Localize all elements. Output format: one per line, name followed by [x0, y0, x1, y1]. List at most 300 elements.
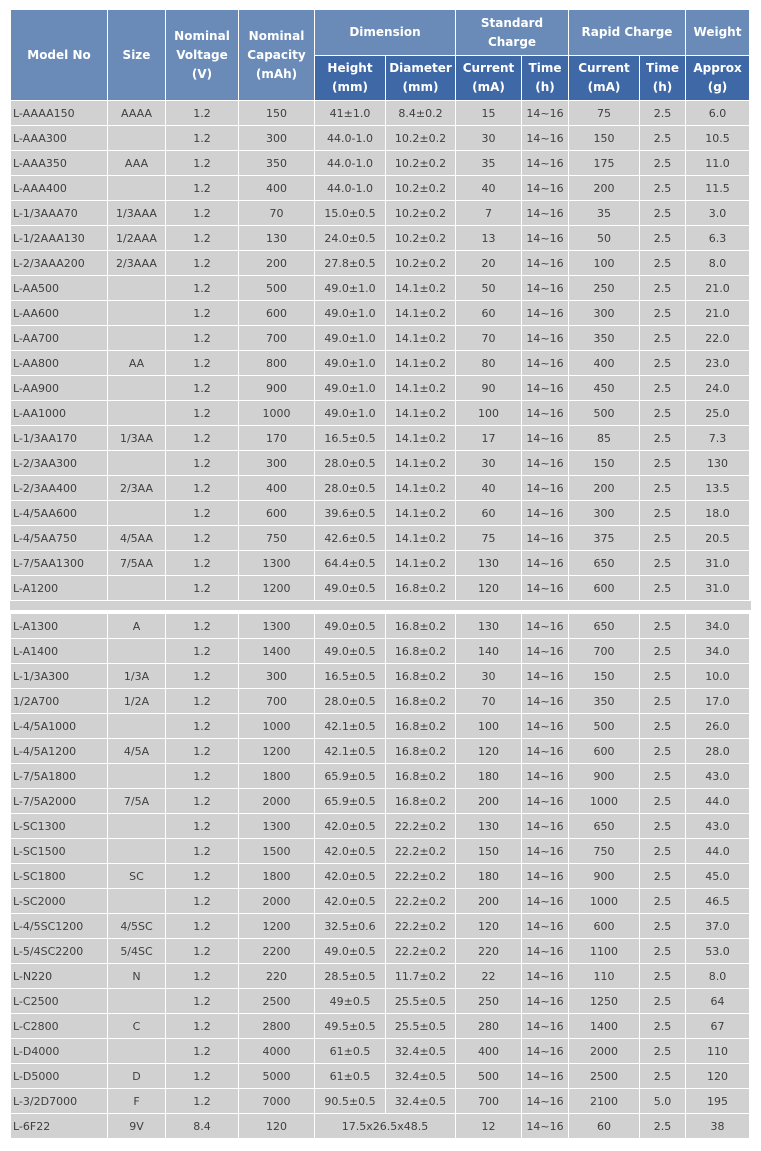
model-no-cell: 1/2A700: [11, 689, 107, 713]
rapid-current-cell: 350: [569, 689, 639, 713]
std-current-cell: 70: [456, 326, 521, 350]
diameter-cell: 22.2±0.2: [386, 914, 455, 938]
std-current-cell: 150: [456, 839, 521, 863]
rapid-current-cell: 50: [569, 226, 639, 250]
model-no-cell: L-SC1300: [11, 814, 107, 838]
height-cell: 28.0±0.5: [315, 689, 385, 713]
capacity-cell: 900: [239, 376, 314, 400]
table-row: [11, 639, 749, 663]
capacity-cell: 220: [239, 964, 314, 988]
voltage-cell: 1.2: [166, 739, 238, 763]
model-no-cell: L-4/5SC1200: [11, 914, 107, 938]
height-cell: 42.0±0.5: [315, 814, 385, 838]
voltage-cell: 1.2: [166, 351, 238, 375]
size-cell: AA: [108, 351, 165, 375]
std-time-cell: 14~16: [522, 1014, 568, 1038]
rapid-current-cell: 300: [569, 501, 639, 525]
diameter-cell: 10.2±0.2: [386, 151, 455, 175]
table-row: [11, 764, 749, 788]
rapid-time-cell: 2.5: [640, 989, 685, 1013]
std-time-cell: 14~16: [522, 401, 568, 425]
height-cell: 16.5±0.5: [315, 664, 385, 688]
table-row: [11, 476, 749, 500]
height-cell: 49±0.5: [315, 989, 385, 1013]
model-no-cell: L-A1300: [11, 614, 107, 638]
rapid-current-cell: 400: [569, 351, 639, 375]
voltage-cell: 1.2: [166, 664, 238, 688]
rapid-time-cell: 2.5: [640, 1114, 685, 1138]
rapid-time-cell: 2.5: [640, 276, 685, 300]
capacity-cell: 700: [239, 326, 314, 350]
diameter-cell: 16.8±0.2: [386, 739, 455, 763]
capacity-cell: 2000: [239, 789, 314, 813]
std-time-cell: 14~16: [522, 351, 568, 375]
std-current-cell: 140: [456, 639, 521, 663]
table-row: [11, 814, 749, 838]
std-time-cell: 14~16: [522, 526, 568, 550]
std-time-cell: 14~16: [522, 501, 568, 525]
height-cell: 32.5±0.6: [315, 914, 385, 938]
model-no-cell: L-1/3AA170: [11, 426, 107, 450]
rapid-time-cell: 2.5: [640, 176, 685, 200]
capacity-cell: 2200: [239, 939, 314, 963]
std-current-cell: 40: [456, 476, 521, 500]
std-current-cell: 80: [456, 351, 521, 375]
std-time-cell: 14~16: [522, 1064, 568, 1088]
model-no-cell: L-2/3AA400: [11, 476, 107, 500]
rapid-time-cell: 2.5: [640, 501, 685, 525]
size-cell: [108, 276, 165, 300]
voltage-cell: 1.2: [166, 839, 238, 863]
table-row: [11, 276, 749, 300]
std-time-cell: 14~16: [522, 964, 568, 988]
rapid-current-cell: 200: [569, 476, 639, 500]
weight-cell: 6.3: [686, 226, 749, 250]
std-current-cell: 90: [456, 376, 521, 400]
model-no-cell: L-SC1800: [11, 864, 107, 888]
size-cell: 7/5AA: [108, 551, 165, 575]
size-cell: 2/3AA: [108, 476, 165, 500]
std-current-cell: 180: [456, 764, 521, 788]
diameter-cell: 10.2±0.2: [386, 201, 455, 225]
rapid-current-cell: 1250: [569, 989, 639, 1013]
capacity-cell: 2000: [239, 889, 314, 913]
size-cell: [108, 326, 165, 350]
voltage-cell: 1.2: [166, 814, 238, 838]
voltage-cell: 1.2: [166, 914, 238, 938]
size-cell: 1/3AAA: [108, 201, 165, 225]
std-current-cell: 220: [456, 939, 521, 963]
model-no-cell: L-4/5A1200: [11, 739, 107, 763]
model-no-cell: L-SC1500: [11, 839, 107, 863]
table-body-section-1: [11, 101, 749, 600]
model-no-cell: L-6F22: [11, 1114, 107, 1138]
std-current-cell: 17: [456, 426, 521, 450]
rapid-current-cell: 2000: [569, 1039, 639, 1063]
std-time-cell: 14~16: [522, 226, 568, 250]
weight-cell: 10.5: [686, 126, 749, 150]
rapid-time-cell: 2.5: [640, 864, 685, 888]
std-current-cell: 250: [456, 989, 521, 1013]
table-row: [11, 551, 749, 575]
voltage-cell: 1.2: [166, 789, 238, 813]
height-cell: 41±1.0: [315, 101, 385, 125]
diameter-cell: 14.1±0.2: [386, 426, 455, 450]
table-row: [11, 251, 749, 275]
size-cell: [108, 714, 165, 738]
capacity-cell: 2800: [239, 1014, 314, 1038]
size-cell: SC: [108, 864, 165, 888]
model-no-cell: L-1/2AAA130: [11, 226, 107, 250]
table-row: [11, 151, 749, 175]
weight-cell: 45.0: [686, 864, 749, 888]
std-current-cell: 15: [456, 101, 521, 125]
size-cell: 5/4SC: [108, 939, 165, 963]
header-rapid-charge: Rapid Charge: [569, 10, 685, 55]
voltage-cell: 1.2: [166, 614, 238, 638]
height-cell: 49.0±0.5: [315, 639, 385, 663]
model-no-cell: L-AA600: [11, 301, 107, 325]
table-row: [11, 789, 749, 813]
voltage-cell: 1.2: [166, 764, 238, 788]
std-time-cell: 14~16: [522, 789, 568, 813]
size-cell: 4/5AA: [108, 526, 165, 550]
capacity-cell: 600: [239, 301, 314, 325]
diameter-cell: 16.8±0.2: [386, 714, 455, 738]
diameter-cell: 10.2±0.2: [386, 126, 455, 150]
std-time-cell: 14~16: [522, 551, 568, 575]
voltage-cell: 8.4: [166, 1114, 238, 1138]
std-time-cell: 14~16: [522, 814, 568, 838]
capacity-cell: 1800: [239, 764, 314, 788]
size-cell: [108, 126, 165, 150]
std-time-cell: 14~16: [522, 1089, 568, 1113]
header-size: Size: [108, 10, 165, 100]
diameter-cell: 25.5±0.5: [386, 989, 455, 1013]
header-approx: Approx (g): [686, 56, 749, 100]
voltage-cell: 1.2: [166, 476, 238, 500]
weight-cell: 31.0: [686, 551, 749, 575]
voltage-cell: 1.2: [166, 989, 238, 1013]
weight-cell: 8.0: [686, 964, 749, 988]
std-time-cell: 14~16: [522, 151, 568, 175]
section-divider: [10, 601, 751, 610]
header-std-current: Current (mA): [456, 56, 521, 100]
weight-cell: 21.0: [686, 276, 749, 300]
size-cell: [108, 176, 165, 200]
table-row: [11, 326, 749, 350]
model-no-cell: L-7/5A1800: [11, 764, 107, 788]
capacity-cell: 1800: [239, 864, 314, 888]
rapid-current-cell: 175: [569, 151, 639, 175]
capacity-cell: 1000: [239, 401, 314, 425]
rapid-time-cell: 2.5: [640, 551, 685, 575]
size-cell: A: [108, 614, 165, 638]
capacity-cell: 2500: [239, 989, 314, 1013]
model-no-cell: L-3/2D7000: [11, 1089, 107, 1113]
table-row: [11, 964, 749, 988]
weight-cell: 28.0: [686, 739, 749, 763]
size-cell: 9V: [108, 1114, 165, 1138]
weight-cell: 7.3: [686, 426, 749, 450]
height-cell: 90.5±0.5: [315, 1089, 385, 1113]
size-cell: C: [108, 1014, 165, 1038]
diameter-cell: 22.2±0.2: [386, 864, 455, 888]
weight-cell: 195: [686, 1089, 749, 1113]
size-cell: [108, 301, 165, 325]
capacity-cell: 300: [239, 664, 314, 688]
diameter-cell: 14.1±0.2: [386, 501, 455, 525]
model-no-cell: L-AAA300: [11, 126, 107, 150]
height-cell: 49.0±1.0: [315, 326, 385, 350]
table-row: [11, 1114, 749, 1138]
std-current-cell: 30: [456, 664, 521, 688]
weight-cell: 67: [686, 1014, 749, 1038]
capacity-cell: 300: [239, 451, 314, 475]
diameter-cell: 11.7±0.2: [386, 964, 455, 988]
weight-cell: 8.0: [686, 251, 749, 275]
std-current-cell: 130: [456, 614, 521, 638]
model-no-cell: L-AA700: [11, 326, 107, 350]
voltage-cell: 1.2: [166, 1064, 238, 1088]
voltage-cell: 1.2: [166, 326, 238, 350]
rapid-time-cell: 2.5: [640, 839, 685, 863]
diameter-cell: 22.2±0.2: [386, 839, 455, 863]
std-time-cell: 14~16: [522, 639, 568, 663]
height-cell: 49.5±0.5: [315, 1014, 385, 1038]
rapid-time-cell: 2.5: [640, 939, 685, 963]
table-row: [11, 426, 749, 450]
voltage-cell: 1.2: [166, 276, 238, 300]
diameter-cell: 14.1±0.2: [386, 376, 455, 400]
rapid-time-cell: 2.5: [640, 1014, 685, 1038]
size-cell: 2/3AAA: [108, 251, 165, 275]
weight-cell: 3.0: [686, 201, 749, 225]
std-current-cell: 130: [456, 551, 521, 575]
table-row: [11, 1039, 749, 1063]
std-current-cell: 120: [456, 914, 521, 938]
table-row: [11, 939, 749, 963]
model-no-cell: L-N220: [11, 964, 107, 988]
rapid-time-cell: 2.5: [640, 451, 685, 475]
rapid-time-cell: 2.5: [640, 326, 685, 350]
table-row: [11, 864, 749, 888]
table-row: [11, 526, 749, 550]
std-time-cell: 14~16: [522, 614, 568, 638]
table-row: [11, 714, 749, 738]
size-cell: 4/5A: [108, 739, 165, 763]
diameter-cell: 10.2±0.2: [386, 176, 455, 200]
voltage-cell: 1.2: [166, 576, 238, 600]
std-current-cell: 60: [456, 301, 521, 325]
capacity-cell: 170: [239, 426, 314, 450]
table-row: [11, 201, 749, 225]
diameter-cell: 32.4±0.5: [386, 1089, 455, 1113]
rapid-time-cell: 2.5: [640, 914, 685, 938]
std-time-cell: 14~16: [522, 689, 568, 713]
std-current-cell: 280: [456, 1014, 521, 1038]
header-capacity: Nominal Capacity (mAh): [239, 10, 314, 100]
rapid-current-cell: 350: [569, 326, 639, 350]
weight-cell: 6.0: [686, 101, 749, 125]
diameter-cell: 14.1±0.2: [386, 476, 455, 500]
weight-cell: 53.0: [686, 939, 749, 963]
std-time-cell: 14~16: [522, 576, 568, 600]
std-current-cell: 30: [456, 126, 521, 150]
std-current-cell: 120: [456, 739, 521, 763]
diameter-cell: 14.1±0.2: [386, 451, 455, 475]
weight-cell: 37.0: [686, 914, 749, 938]
voltage-cell: 1.2: [166, 526, 238, 550]
weight-cell: 17.0: [686, 689, 749, 713]
std-time-cell: 14~16: [522, 126, 568, 150]
rapid-time-cell: 2.5: [640, 576, 685, 600]
table-row: [11, 351, 749, 375]
capacity-cell: 1000: [239, 714, 314, 738]
capacity-cell: 130: [239, 226, 314, 250]
std-current-cell: 180: [456, 864, 521, 888]
voltage-cell: 1.2: [166, 714, 238, 738]
std-time-cell: 14~16: [522, 101, 568, 125]
voltage-cell: 1.2: [166, 376, 238, 400]
height-cell: 17.5x26.5x48.5: [315, 1114, 455, 1138]
diameter-cell: 22.2±0.2: [386, 889, 455, 913]
std-current-cell: 30: [456, 451, 521, 475]
diameter-cell: 16.8±0.2: [386, 689, 455, 713]
rapid-current-cell: 75: [569, 101, 639, 125]
rapid-current-cell: 150: [569, 126, 639, 150]
voltage-cell: 1.2: [166, 501, 238, 525]
diameter-cell: 14.1±0.2: [386, 401, 455, 425]
weight-cell: 64: [686, 989, 749, 1013]
capacity-cell: 200: [239, 251, 314, 275]
table-row: [11, 126, 749, 150]
capacity-cell: 1300: [239, 614, 314, 638]
table-row: [11, 1014, 749, 1038]
model-no-cell: L-AA800: [11, 351, 107, 375]
height-cell: 42.1±0.5: [315, 714, 385, 738]
size-cell: F: [108, 1089, 165, 1113]
size-cell: [108, 764, 165, 788]
std-current-cell: 22: [456, 964, 521, 988]
height-cell: 28.0±0.5: [315, 451, 385, 475]
height-cell: 49.0±0.5: [315, 614, 385, 638]
std-time-cell: 14~16: [522, 326, 568, 350]
rapid-current-cell: 650: [569, 814, 639, 838]
height-cell: 27.8±0.5: [315, 251, 385, 275]
std-time-cell: 14~16: [522, 714, 568, 738]
std-time-cell: 14~16: [522, 426, 568, 450]
height-cell: 65.9±0.5: [315, 789, 385, 813]
rapid-time-cell: 2.5: [640, 664, 685, 688]
weight-cell: 120: [686, 1064, 749, 1088]
rapid-time-cell: 2.5: [640, 401, 685, 425]
std-current-cell: 700: [456, 1089, 521, 1113]
model-no-cell: L-AA500: [11, 276, 107, 300]
diameter-cell: 14.1±0.2: [386, 351, 455, 375]
height-cell: 44.0-1.0: [315, 126, 385, 150]
size-cell: [108, 576, 165, 600]
diameter-cell: 32.4±0.5: [386, 1064, 455, 1088]
size-cell: [108, 814, 165, 838]
diameter-cell: 25.5±0.5: [386, 1014, 455, 1038]
capacity-cell: 70: [239, 201, 314, 225]
model-no-cell: L-AAAA150: [11, 101, 107, 125]
height-cell: 44.0-1.0: [315, 151, 385, 175]
std-current-cell: 50: [456, 276, 521, 300]
height-cell: 61±0.5: [315, 1039, 385, 1063]
table-row: [11, 614, 749, 638]
rapid-time-cell: 2.5: [640, 764, 685, 788]
std-current-cell: 12: [456, 1114, 521, 1138]
table-row: [11, 1089, 749, 1113]
capacity-cell: 1200: [239, 576, 314, 600]
rapid-current-cell: 1000: [569, 889, 639, 913]
rapid-time-cell: 2.5: [640, 151, 685, 175]
std-current-cell: 75: [456, 526, 521, 550]
header-rapid-time: Time (h): [640, 56, 685, 100]
height-cell: 61±0.5: [315, 1064, 385, 1088]
std-time-cell: 14~16: [522, 1039, 568, 1063]
std-current-cell: 40: [456, 176, 521, 200]
voltage-cell: 1.2: [166, 864, 238, 888]
size-cell: [108, 501, 165, 525]
rapid-current-cell: 300: [569, 301, 639, 325]
std-time-cell: 14~16: [522, 839, 568, 863]
weight-cell: 38: [686, 1114, 749, 1138]
capacity-cell: 600: [239, 501, 314, 525]
weight-cell: 11.5: [686, 176, 749, 200]
rapid-time-cell: 2.5: [640, 639, 685, 663]
std-current-cell: 200: [456, 889, 521, 913]
size-cell: [108, 889, 165, 913]
model-no-cell: L-1/3AAA70: [11, 201, 107, 225]
rapid-time-cell: 2.5: [640, 689, 685, 713]
weight-cell: 34.0: [686, 639, 749, 663]
diameter-cell: 16.8±0.2: [386, 664, 455, 688]
capacity-cell: 120: [239, 1114, 314, 1138]
header-rapid-current: Current (mA): [569, 56, 639, 100]
rapid-current-cell: 500: [569, 714, 639, 738]
size-cell: 7/5A: [108, 789, 165, 813]
capacity-cell: 1400: [239, 639, 314, 663]
size-cell: [108, 376, 165, 400]
voltage-cell: 1.2: [166, 451, 238, 475]
size-cell: 1/3A: [108, 664, 165, 688]
diameter-cell: 16.8±0.2: [386, 576, 455, 600]
std-current-cell: 13: [456, 226, 521, 250]
std-time-cell: 14~16: [522, 476, 568, 500]
rapid-time-cell: 2.5: [640, 376, 685, 400]
capacity-cell: 350: [239, 151, 314, 175]
rapid-current-cell: 650: [569, 551, 639, 575]
rapid-current-cell: 150: [569, 664, 639, 688]
table-row: [11, 889, 749, 913]
model-no-cell: L-AA900: [11, 376, 107, 400]
rapid-current-cell: 450: [569, 376, 639, 400]
model-no-cell: L-2/3AAA200: [11, 251, 107, 275]
voltage-cell: 1.2: [166, 939, 238, 963]
rapid-current-cell: 250: [569, 276, 639, 300]
rapid-current-cell: 150: [569, 451, 639, 475]
height-cell: 28.5±0.5: [315, 964, 385, 988]
rapid-current-cell: 600: [569, 576, 639, 600]
model-no-cell: L-4/5A1000: [11, 714, 107, 738]
weight-cell: 23.0: [686, 351, 749, 375]
voltage-cell: 1.2: [166, 401, 238, 425]
voltage-cell: 1.2: [166, 126, 238, 150]
header-height: Height (mm): [315, 56, 385, 100]
